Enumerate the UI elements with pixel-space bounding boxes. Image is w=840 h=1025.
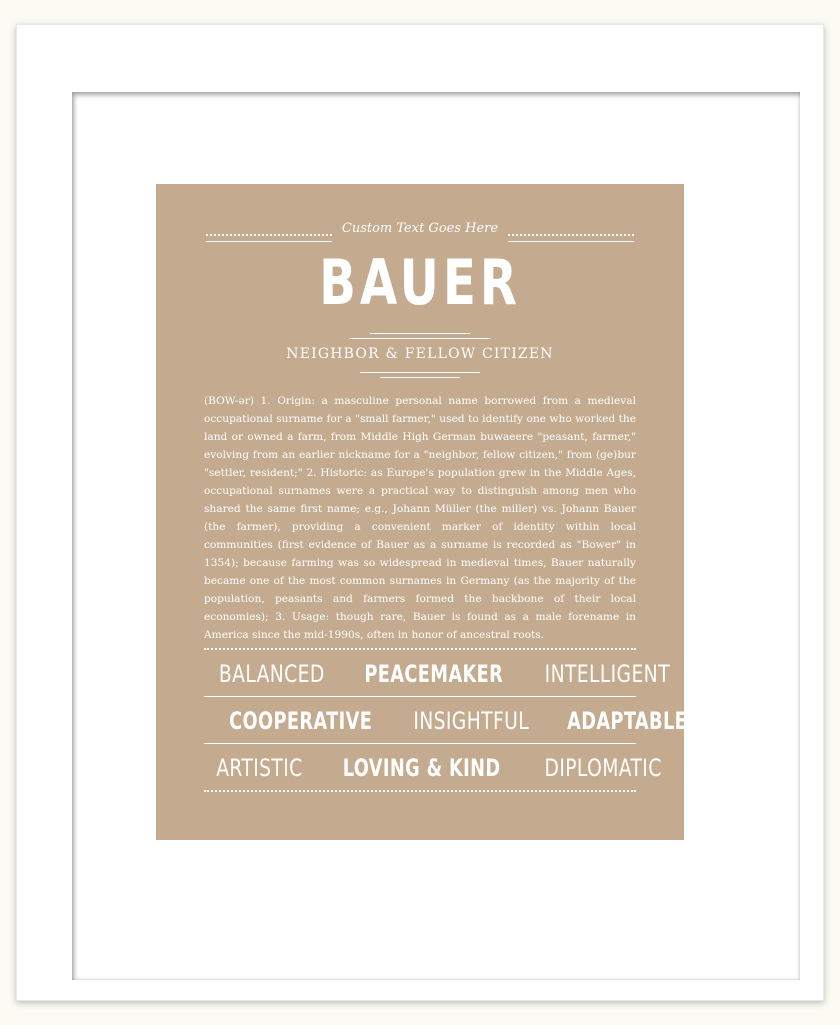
trait-word: DIPLOMATIC [544, 754, 662, 782]
traits-row-1 [204, 656, 670, 692]
traits-row-3 [204, 750, 662, 786]
name-print [156, 184, 687, 840]
traits-row-2 [204, 703, 687, 739]
subtitle-rule-lower [380, 377, 460, 378]
trait-word: INTELLIGENT [544, 660, 670, 688]
name-meaning: NEIGHBOR & FELLOW CITIZEN [286, 346, 554, 362]
traits-divider-2 [204, 743, 636, 744]
traits-divider-1 [204, 696, 636, 697]
name-definition: (BOW-ər) 1. Origin: a masculine personal name borrowed from a medieval occupational surname for a "small farmer," used to identify one who worked the land or owned a farm, from Middle High German buwaeere "peasant, farmer," evolving from an earlier nickname for a "neighbor, fellow citizen," from (ge)bur "settler, resident;" 2. Historic: as Europe's population grew in the Middle Ages, occupational surnames were a practical way to distinguish among men who shared the same first name; e.g., Johann Müller (the miller) vs. Johann Bauer (the farmer), providing a convenient marker of identity within local communities (first evidence of Bauer as a surname is recorded as "Bower" in 1354); because farming was so widespread in medieval times, Bauer naturally became one of the most common surnames in Germany (as the majority of the population, peasants and farmers formed the backbone of their local economies); 3. Usage: though rare, Bauer is found as a male forename in America since the mid-1990s, often in honor of ancestral roots. [204, 395, 636, 641]
trait-word: COOPERATIVE [229, 707, 373, 735]
title-rule-upper [370, 333, 470, 334]
traits-divider-bottom [204, 790, 636, 792]
custom-text-row [206, 220, 634, 244]
subtitle-rule-upper [360, 372, 480, 373]
dotted-divider-right [508, 234, 634, 242]
traits-divider-top [204, 648, 636, 650]
trait-word: BALANCED [218, 660, 325, 688]
surname-title: BAUER [319, 246, 521, 319]
trait-word: ARTISTIC [216, 754, 303, 782]
trait-word: INSIGHTFUL [413, 707, 530, 735]
trait-word: PEACEMAKER [363, 660, 503, 688]
trait-word: ADAPTABLE [566, 707, 687, 735]
title-rule-lower [350, 338, 490, 339]
trait-word: LOVING & KIND [342, 754, 501, 782]
custom-text: Custom Text Goes Here [341, 221, 499, 236]
